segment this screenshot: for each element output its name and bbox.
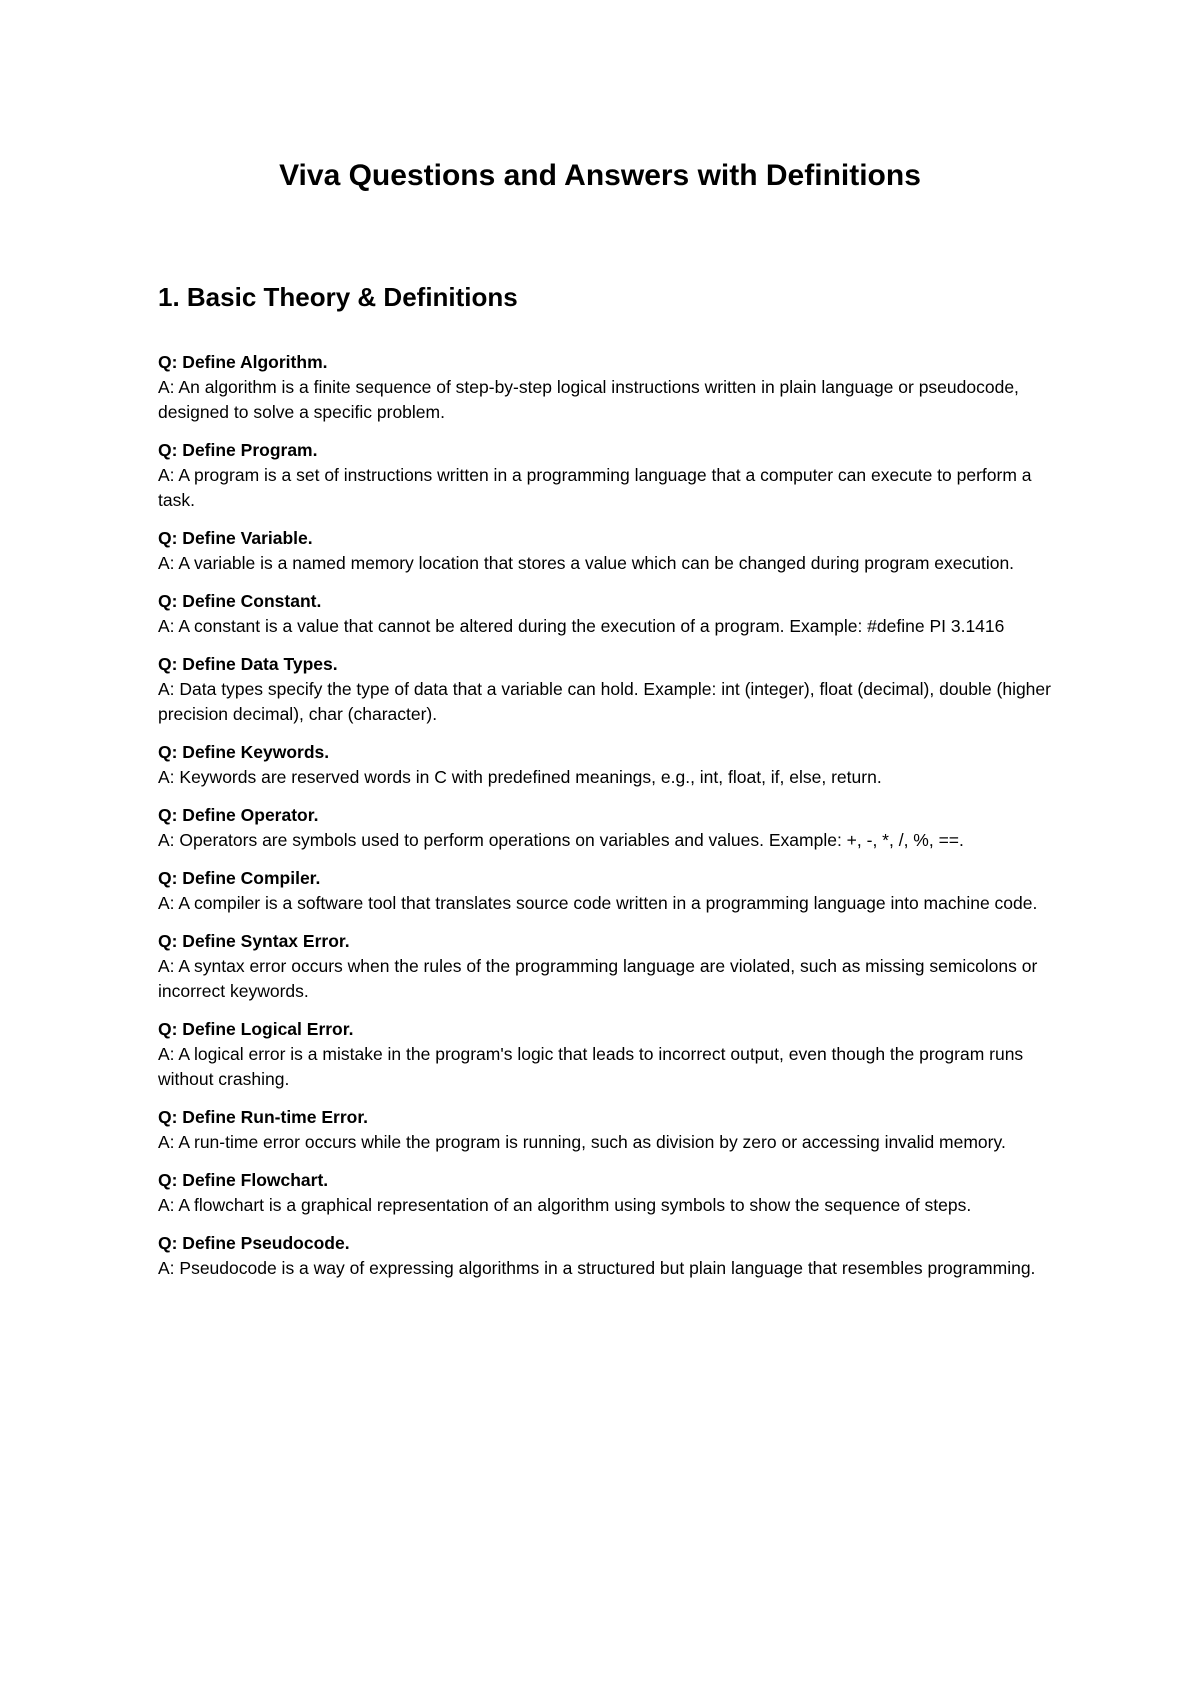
answer: A: A logical error is a mistake in the program's logic that leads to incorrect output, even though the program runs without crashing. bbox=[158, 1044, 1024, 1089]
qa-item-flowchart bbox=[158, 1168, 1058, 1218]
answer: A: Keywords are reserved words in C with predefined meanings, e.g., int, float, if, else, return. bbox=[158, 767, 882, 787]
qa-item-variable bbox=[158, 526, 1058, 576]
answer: A: A syntax error occurs when the rules of the programming language are violated, such as missing semicolons or incorrect keywords. bbox=[158, 956, 1038, 1001]
section-heading: 1. Basic Theory & Definitions bbox=[158, 282, 518, 312]
qa-item-pseudocode bbox=[158, 1231, 1058, 1281]
qa-item-keywords bbox=[158, 740, 1058, 790]
question: Q: Define Compiler. bbox=[158, 868, 321, 888]
answer: A: Pseudocode is a way of expressing algorithms in a structured but plain language that resembles programming. bbox=[158, 1258, 1036, 1278]
qa-item-syntax-error bbox=[158, 929, 1058, 1004]
qa-list bbox=[158, 350, 1058, 1294]
qa-item-constant bbox=[158, 589, 1058, 639]
qa-item-program bbox=[158, 438, 1058, 513]
qa-item-data-types bbox=[158, 652, 1058, 727]
answer: A: Operators are symbols used to perform operations on variables and values. Example: +, -, *, /, %, ==. bbox=[158, 830, 964, 850]
question: Q: Define Logical Error. bbox=[158, 1019, 354, 1039]
answer: A: An algorithm is a finite sequence of step-by-step logical instructions written in plain language or pseudocode, designed to solve a specific problem. bbox=[158, 377, 1019, 422]
answer: A: Data types specify the type of data that a variable can hold. Example: int (integer), float (decimal), double (higher precision decimal), char (character). bbox=[158, 679, 1051, 724]
answer: A: A run-time error occurs while the program is running, such as division by zero or accessing invalid memory. bbox=[158, 1132, 1006, 1152]
answer: A: A program is a set of instructions written in a programming language that a computer can execute to perform a task. bbox=[158, 465, 1032, 510]
answer: A: A variable is a named memory location that stores a value which can be changed during program execution. bbox=[158, 553, 1015, 573]
document-title: Viva Questions and Answers with Definitions bbox=[279, 159, 921, 192]
qa-item-compiler bbox=[158, 866, 1058, 916]
answer: A: A flowchart is a graphical representation of an algorithm using symbols to show the sequence of steps. bbox=[158, 1195, 972, 1215]
question: Q: Define Program. bbox=[158, 440, 318, 460]
question: Q: Define Algorithm. bbox=[158, 352, 328, 372]
qa-item-operator bbox=[158, 803, 1058, 853]
question: Q: Define Keywords. bbox=[158, 742, 330, 762]
question: Q: Define Variable. bbox=[158, 528, 313, 548]
answer: A: A compiler is a software tool that translates source code written in a programming language into machine code. bbox=[158, 893, 1038, 913]
question: Q: Define Operator. bbox=[158, 805, 319, 825]
answer: A: A constant is a value that cannot be altered during the execution of a program. Example: #define PI 3.1416 bbox=[158, 616, 1005, 636]
question: Q: Define Run-time Error. bbox=[158, 1107, 369, 1127]
question: Q: Define Constant. bbox=[158, 591, 322, 611]
question: Q: Define Flowchart. bbox=[158, 1170, 329, 1190]
question: Q: Define Data Types. bbox=[158, 654, 338, 674]
qa-item-run-time-error bbox=[158, 1105, 1058, 1155]
question: Q: Define Pseudocode. bbox=[158, 1233, 350, 1253]
question: Q: Define Syntax Error. bbox=[158, 931, 350, 951]
qa-item-logical-error bbox=[158, 1017, 1058, 1092]
qa-item-algorithm bbox=[158, 350, 1058, 425]
